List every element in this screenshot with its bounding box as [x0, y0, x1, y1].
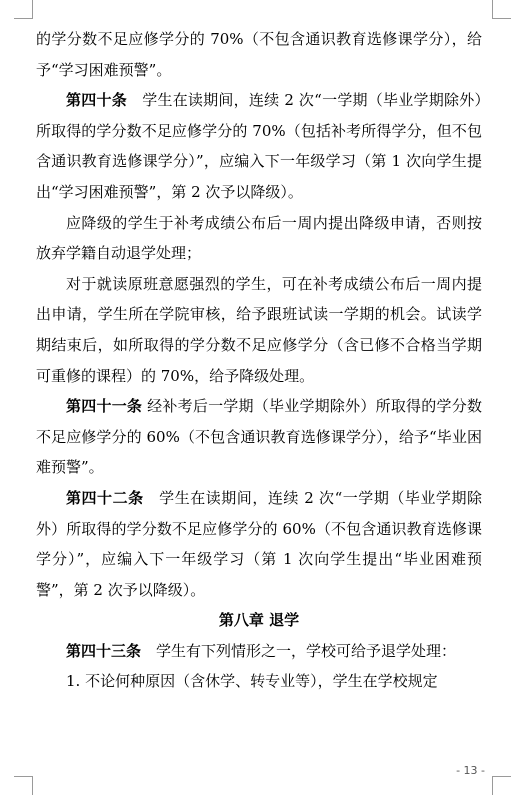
crop-mark-bottom-right — [492, 776, 511, 795]
article-41-text: 经补考后一学期（毕业学期除外）所取得的学分数不足应修学分的 60%（不包含通识教育选修课学分），给予“毕业困难预警”。 — [36, 397, 482, 477]
list-item-1: 1. 不论何种原因（含休学、转专业等），学生在学校规定 — [66, 672, 438, 691]
chapter-heading: 第八章 退学 — [218, 611, 300, 630]
crop-mark-top-left — [14, 0, 33, 19]
crop-mark-top-right — [492, 0, 511, 19]
article-42-text: 学生在读期间，连续 2 次“一学期（毕业学期除外）所取得的学分数不足应修学分的 60%（不包含通识教育选修课学分）”，应编入下一年级学习（第 1 次向学生提出“毕业困难预警”，第 2 次予以降级）。 — [36, 488, 482, 599]
article-43-heading: 第四十三条 — [66, 641, 142, 660]
paragraph-trial-study: 对于就读原班意愿强烈的学生，可在补考成绩公布后一周内提出申请，学生所在学院审核，给予跟班试读一学期的机会。试读学期结束后，如所取得的学分数不足应修学分（含已修不合格当学期可重修的课程）的 70%，给予降级处理。 — [36, 274, 482, 385]
crop-mark-bottom-left — [14, 776, 33, 795]
article-40-heading: 第四十条 — [66, 91, 127, 110]
article-40 — [36, 85, 482, 207]
article-42 — [36, 483, 482, 605]
article-42-heading: 第四十二条 — [66, 488, 144, 507]
article-41 — [36, 391, 482, 483]
document-body — [36, 24, 482, 697]
paragraph-demotion-request: 应降级的学生于补考成绩公布后一周内提出降级申请，否则按放弃学籍自动退学处理； — [36, 213, 482, 263]
article-43 — [36, 636, 482, 667]
page-number: - 13 - — [456, 764, 485, 777]
article-41-heading: 第四十一条 — [66, 397, 143, 416]
paragraph-continuation: 的学分数不足应修学分的 70%（不包含通识教育选修课学分），给予“学习困难预警”。 — [36, 30, 482, 79]
article-40-text: 学生在读期间，连续 2 次“一学期（毕业学期除外）所取得的学分数不足应修学分的 70%（包括补考所得学分，但不包含通识教育选修课学分）”，应编入下一年级学习（第 1 次向学生提出“学习困难预警”，第 2 次予以降级）。 — [36, 91, 482, 201]
article-43-text: 学生有下列情形之一，学校可给予退学处理： — [141, 641, 457, 660]
